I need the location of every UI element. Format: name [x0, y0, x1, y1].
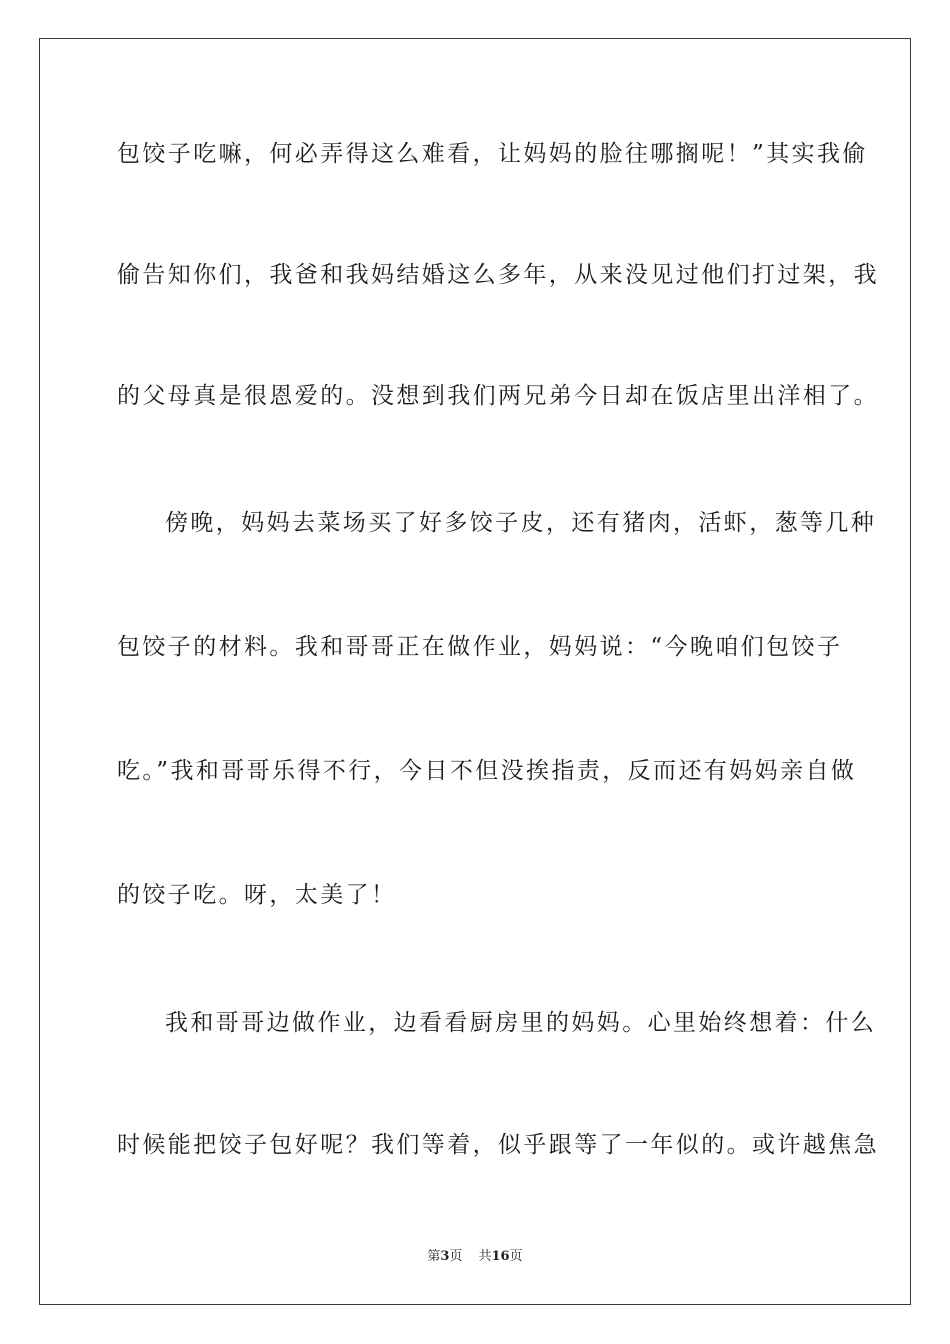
paragraph-line: 包饺子的材料。我和哥哥正在做作业，妈妈说：“今晚咱们包饺子: [117, 634, 843, 660]
total-pages: 16: [491, 1249, 510, 1264]
paragraph-line: 吃。”我和哥哥乐得不行，今日不但没挨指责，反而还有妈妈亲自做: [117, 758, 857, 784]
page-prefix: 第: [427, 1249, 441, 1264]
paragraph-line: 我和哥哥边做作业，边看看厨房里的妈妈。心里始终想着：什么: [165, 1010, 877, 1036]
paragraph-line: 偷告知你们，我爸和我妈结婚这么多年，从来没见过他们打过架，我: [117, 262, 879, 288]
total-prefix: 共: [478, 1249, 492, 1264]
paragraph-line: 时候能把饺子包好呢？我们等着，似乎跟等了一年似的。或许越焦急: [117, 1132, 879, 1158]
page-number: 3: [440, 1249, 450, 1264]
total-suffix: 页: [509, 1249, 523, 1264]
page-frame: [39, 38, 911, 1305]
paragraph-line: 包饺子吃嘛，何必弄得这么难看，让妈妈的脸往哪搁呢！”其实我偷: [117, 141, 868, 167]
page-suffix: 页: [449, 1249, 463, 1264]
paragraph-line: 的父母真是很恩爱的。没想到我们两兄弟今日却在饭店里出洋相了。: [117, 383, 879, 409]
page-footer: [0, 1248, 950, 1266]
paragraph-line: 傍晚，妈妈去菜场买了好多饺子皮，还有猪肉，活虾，葱等几种: [165, 510, 877, 536]
paragraph-line: 的饺子吃。呀，太美了！: [117, 882, 397, 908]
